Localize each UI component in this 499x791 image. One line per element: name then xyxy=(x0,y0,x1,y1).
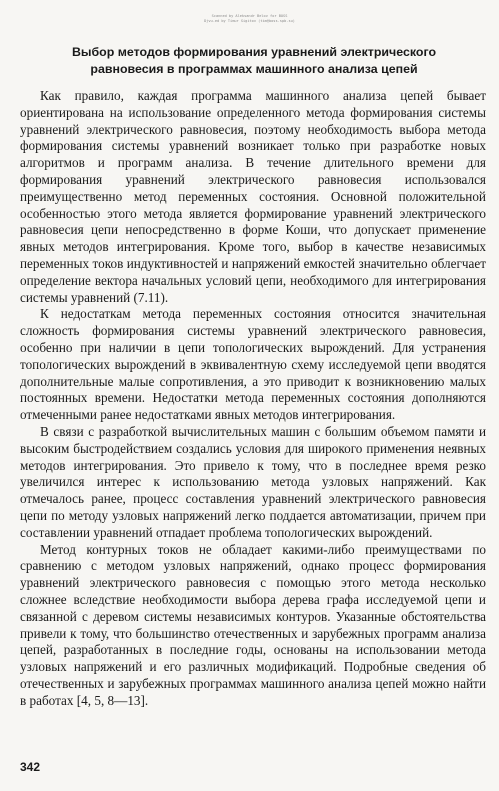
watermark-line: Scanned by Aleksandr Belov for BOSS xyxy=(211,14,288,18)
paragraph: Как правило, каждая программа машинного анализа цепей бывает ориентирована на использование определенного метода формирования системы уравнений электрического равновесия, поэтому необходимость выбора метода формирования системы уравнений возникает только при разработке новых алгоритмов и программ анализа. В течение длительного времени для формирования уравнений электрического равновесия использовался преимущественно метод переменных состояния. Основной положительной особенностью этого метода является формирование уравнений электрического равновесия цепи непосредственно в форме Коши, что допускает применение явных методов интегрирования. Кроме того, выбор в качестве независимых переменных токов индуктивностей и напряжений емкостей значительно облегчает определение вектора начальных условий цепи, необходимого для интегрирования системы уравнений (7.11). xyxy=(20,88,486,305)
paragraph: Метод контурных токов не обладает какими-либо преимуществами по сравнению с методом узловых напряжений, однако процесс формирования уравнений электрического равновесия с помощью этого метода несколько сложнее вследствие необходимости выбора дерева графа исследуемой цепи и связанной с деревом системы независимых контуров. Указанные обстоятельства привели к тому, что большинство отечественных и зарубежных программ анализа цепей, разработанных в последние годы, основаны на использовании метода узловых напряжений и его различных модификаций. Подробные сведения об отечественных и зарубежных программах машинного анализа цепей можно найти в работах [4, 5, 8—13]. xyxy=(20,541,486,708)
paragraph: К недостаткам метода переменных состояния относится значительная сложность формирования системы уравнений электрического равновесия, особенно при наличии в цепи топологических вырождений. Для устранения топологических вырождений в эквивалентную схему исследуемой цепи вводятся дополнительные малые сопротивления, а это приводит к возникновению малых постоянных времени. Недостатки метода переменных состояния дополняются отмеченными ранее недостатками явных методов интегрирования. xyxy=(20,306,486,423)
page-number: 342 xyxy=(20,760,41,774)
section-title: Выбор методов формирования уравнений электрического равновесия в программах машинного анализа цепей xyxy=(71,45,437,76)
scan-watermark xyxy=(0,14,499,24)
body-text xyxy=(20,88,486,709)
watermark-line: Djvu-ed by Timur Sigitov (tim@boss.spb.su) xyxy=(204,19,295,23)
paragraph: В связи с разработкой вычислительных машин с большим объемом памяти и высоким быстродействием создались условия для широкого применения неявных методов интегрирования. Это привело к тому, что в последнее время резко увеличился интерес к использованию метода узловых напряжений. Как отмечалось ранее, процесс составления уравнений электрического равновесия цепи по методу узловых напряжений легко поддается автоматизации, причем при составлении уравнений отпадает проблема топологических вырождений. xyxy=(20,423,486,540)
